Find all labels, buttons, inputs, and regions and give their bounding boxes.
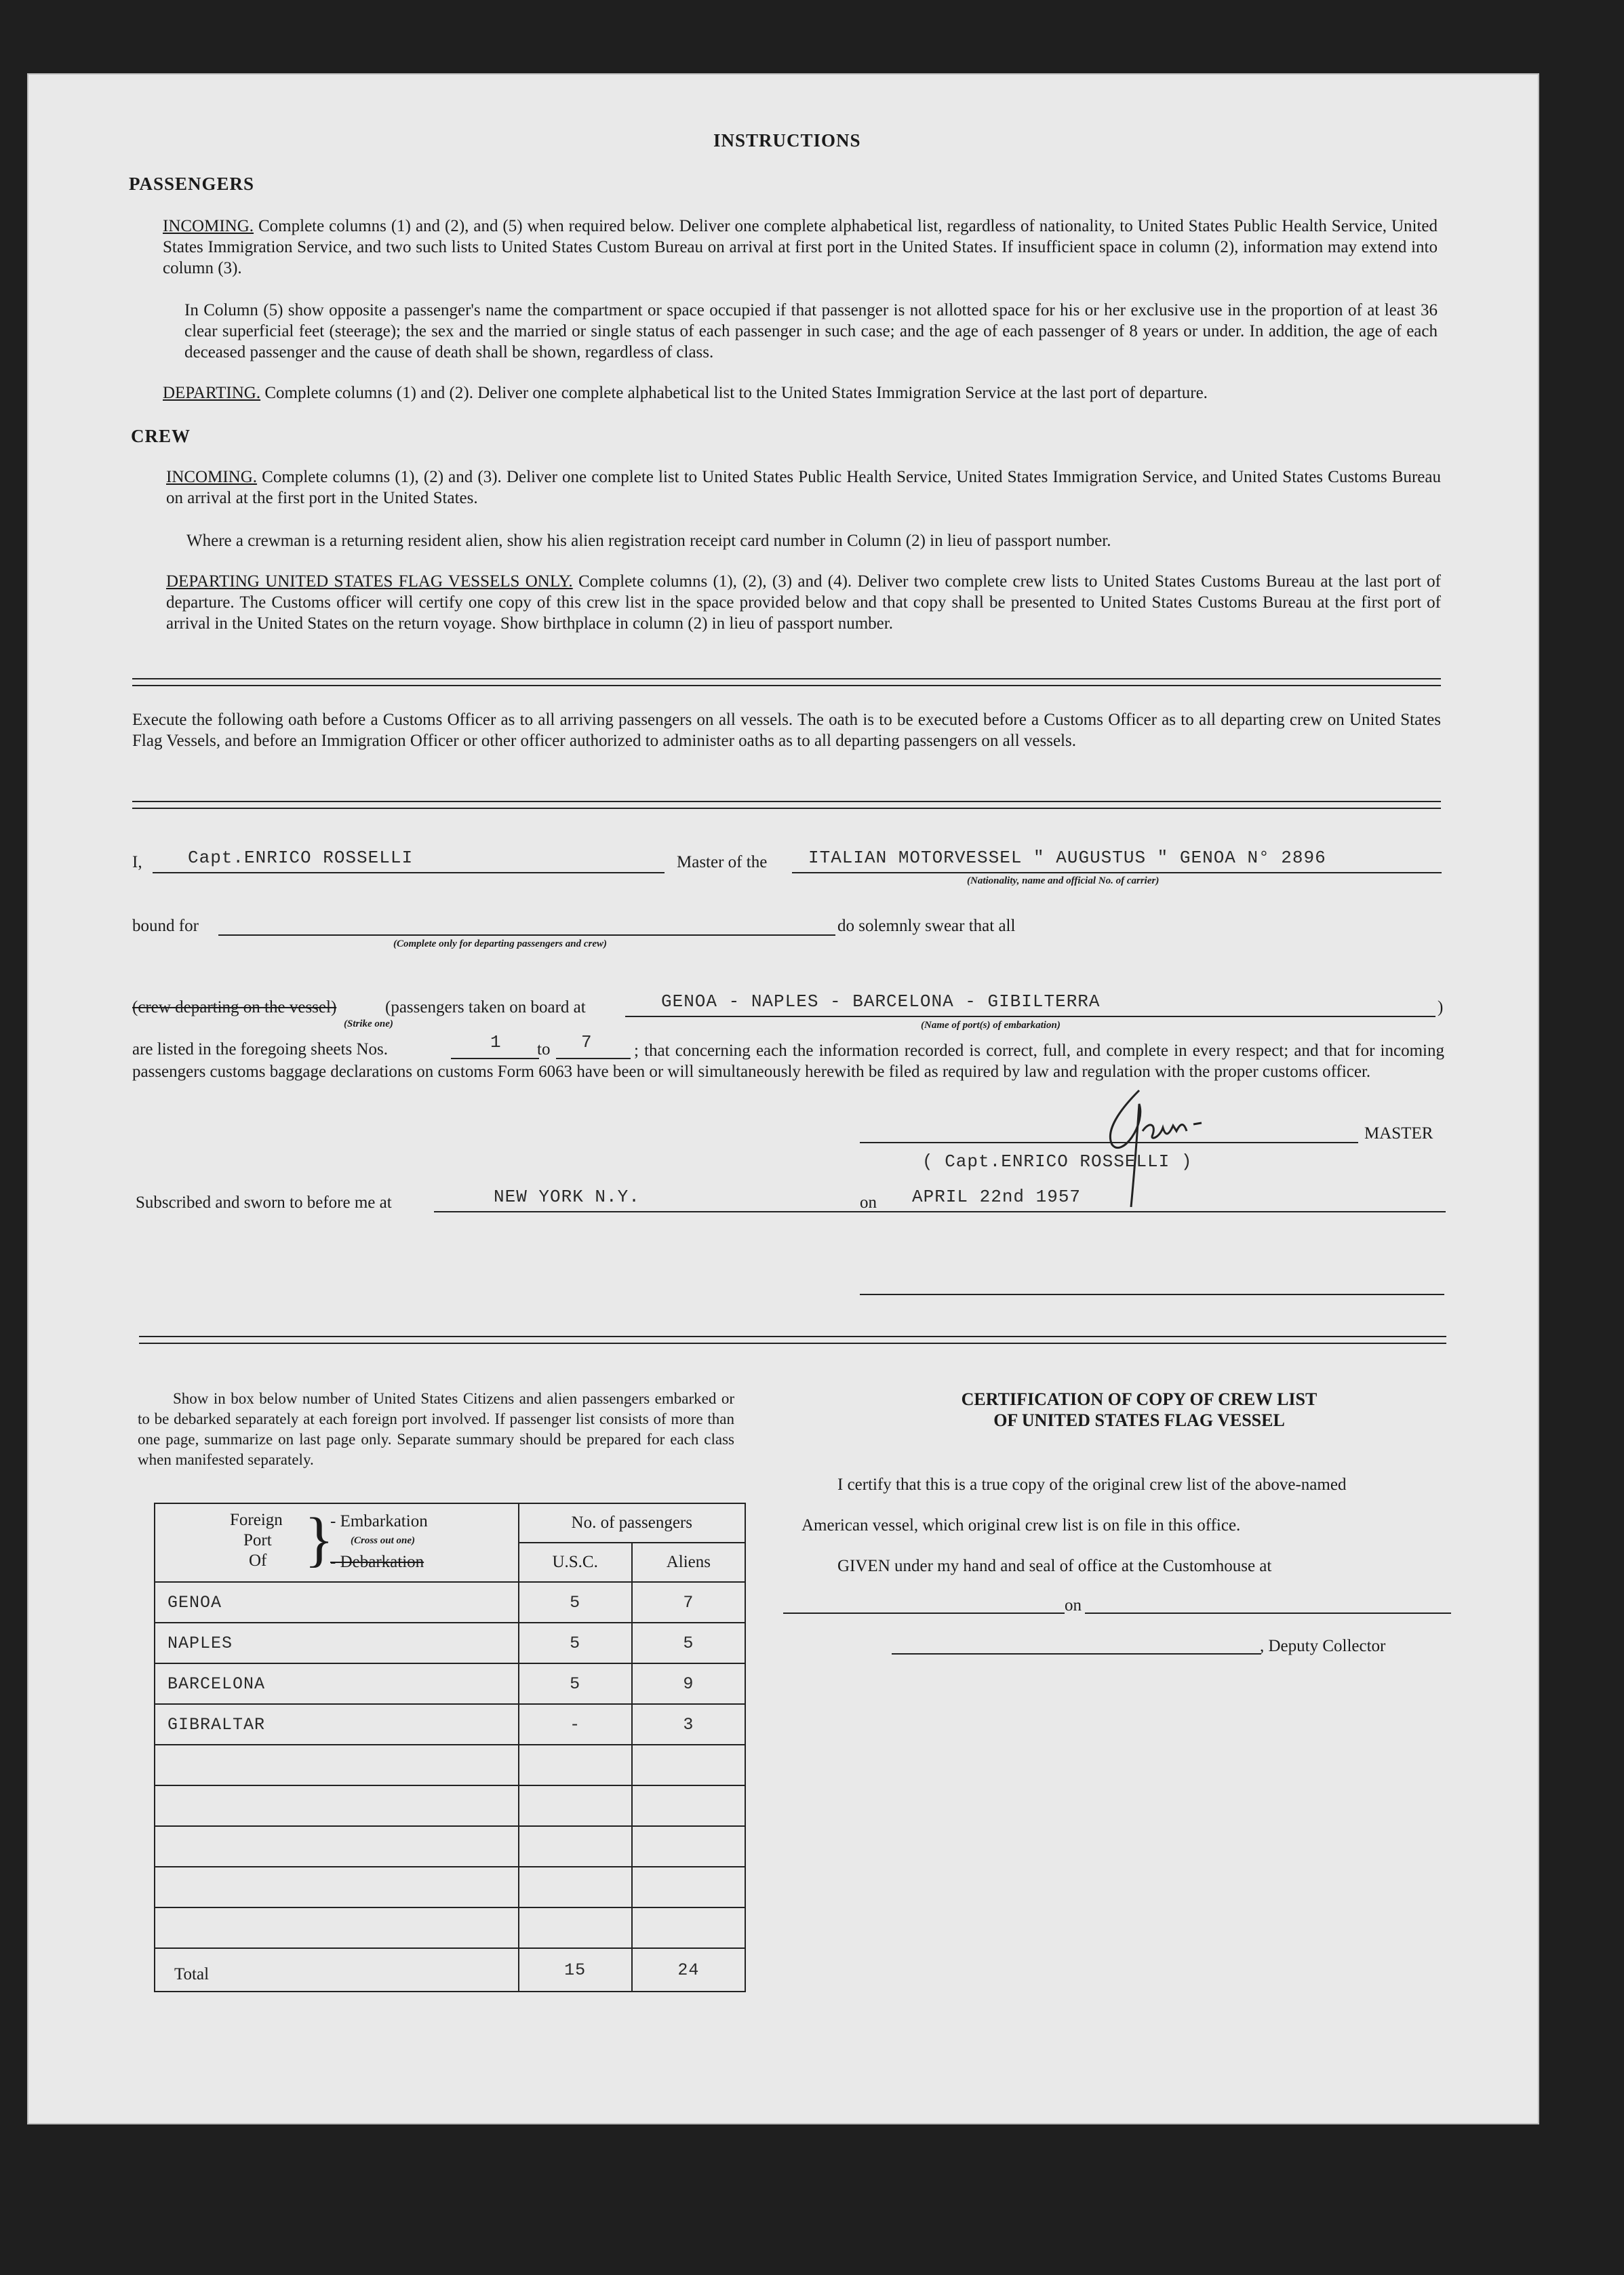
usc-header: U.S.C. (519, 1543, 632, 1582)
crew-incoming-label: INCOMING. (166, 468, 258, 486)
deputy-label: , Deputy Collector (1260, 1637, 1386, 1655)
master-signature (1092, 1084, 1221, 1212)
certification-title-line1: CERTIFICATION OF COPY OF CREW LIST (961, 1389, 1318, 1409)
crew-departing-struck: (crew departing on the vessel) (132, 998, 337, 1016)
port-cell: GIBRALTAR (155, 1704, 519, 1745)
section-divider (132, 678, 1441, 686)
master-name: Capt.ENRICO ROSSELLI (188, 848, 414, 868)
strike-one-caption: (Strike one) (344, 1018, 393, 1029)
passengers-taken-label: (passengers taken on board at (385, 998, 586, 1016)
usc-cell: 5 (519, 1663, 632, 1704)
crew-departing-label: DEPARTING UNITED STATES FLAG VESSELS ONLY. (166, 572, 573, 591)
crew-incoming-text: Complete columns (1), (2) and (3). Deliver one complete list to United States Public Health Service, United States Immigration Service, and United States Customs Bureau on arrival at the first port in the United States. (166, 468, 1441, 507)
port-header-cell (155, 1503, 519, 1582)
header-embarkation: - Embarkation (330, 1512, 428, 1530)
certification-title-line2: OF UNITED STATES FLAG VESSEL (993, 1410, 1285, 1430)
passengers-departing (163, 382, 1438, 403)
vessel-line (792, 872, 1442, 873)
port-cell (155, 1826, 519, 1867)
total-usc: 15 (519, 1948, 632, 1992)
sworn-on-label: on (860, 1193, 877, 1212)
table-row (155, 1704, 745, 1745)
table-row (155, 1582, 745, 1623)
no-passengers-header: No. of passengers (519, 1503, 745, 1543)
header-debarkation: - Debarkation (330, 1553, 424, 1571)
certification-title (814, 1389, 1465, 1431)
section-divider (139, 1336, 1446, 1344)
to-label: to (537, 1040, 551, 1059)
sworn-date-line (883, 1211, 1446, 1212)
bound-for-label: bound for (132, 917, 199, 935)
total-label: Total (155, 1948, 519, 1992)
aliens-cell: 5 (632, 1623, 745, 1663)
passengers-heading: PASSENGERS (129, 174, 255, 194)
bound-for-line (218, 934, 835, 936)
table-row (155, 1663, 745, 1704)
crew-resident-text: Where a crewman is a returning resident alien, show his alien registration receipt card number in Column (2) in lieu of passport number. (186, 532, 1111, 550)
table-row (155, 1826, 745, 1867)
aliens-cell (632, 1785, 745, 1826)
table-header-row (155, 1503, 745, 1543)
concerning-text: ; that concerning each the information recorded is correct, full, and complete in every respect; and that for incoming passengers customs baggage declarations on customs Form 6063 have been or will simultaneously herewith be filed as required by law and regulation with the proper customs officer. (132, 1042, 1444, 1081)
bound-for-caption: (Complete only for departing passengers and crew) (393, 938, 607, 949)
oath-i-label: I, (132, 853, 142, 871)
aliens-cell (632, 1867, 745, 1907)
listed-label: are listed in the foregoing sheets Nos. (132, 1040, 388, 1059)
customhouse-line (783, 1613, 1065, 1614)
embarkation-ports: GENOA - NAPLES - BARCELONA - GIBILTERRA (661, 991, 1101, 1012)
brace-icon: } (304, 1506, 334, 1573)
instructions-title: INSTRUCTIONS (713, 130, 861, 151)
ports-caption: (Name of port(s) of embarkation) (921, 1020, 1061, 1031)
passengers-incoming-label: INCOMING. (163, 217, 254, 235)
passenger-summary-table (154, 1503, 746, 1992)
sheet-from: 1 (490, 1032, 502, 1052)
subscribed-label: Subscribed and sworn to before me at (136, 1193, 392, 1212)
ports-line (625, 1016, 1435, 1017)
certification-date-line (1085, 1613, 1451, 1614)
port-cell: GENOA (155, 1582, 519, 1623)
passengers-departing-label: DEPARTING. (163, 384, 261, 402)
port-cell (155, 1745, 519, 1785)
close-paren: ) (1438, 998, 1444, 1016)
swear-text: do solemnly swear that all (837, 917, 1016, 935)
table-row (155, 1785, 745, 1826)
certification-line3: GIVEN under my hand and seal of office at the Customhouse at (837, 1557, 1272, 1575)
passengers-incoming-text: Complete columns (1) and (2), and (5) when required below. Deliver one complete alphabetical list, regardless of nationality, to United States Public Health Service, United States Immigration Service, and two such lists to United States Custom Bureau on arrival at first port in the United States. If insufficient space in column (2), information may extend into column (3). (163, 217, 1438, 277)
deputy-signature-line (892, 1653, 1261, 1655)
section-divider (132, 801, 1441, 809)
usc-cell (519, 1785, 632, 1826)
crew-heading: CREW (131, 426, 191, 446)
sworn-place-line (434, 1211, 887, 1212)
sworn-date: APRIL 22nd 1957 (912, 1187, 1082, 1207)
port-cell (155, 1867, 519, 1907)
officer-signature-line (860, 1294, 1444, 1295)
usc-cell (519, 1826, 632, 1867)
vessel-caption: (Nationality, name and official No. of carrier) (967, 875, 1160, 886)
usc-cell: 5 (519, 1582, 632, 1623)
aliens-cell: 7 (632, 1582, 745, 1623)
usc-cell: 5 (519, 1623, 632, 1663)
usc-cell (519, 1907, 632, 1948)
header-port: Port (243, 1531, 272, 1549)
passengers-column5-text: In Column (5) show opposite a passenger's name the compartment or space occupied if that passenger is not allotted space for his or her exclusive use in the proportion of at least 36 clear superficial feet (steerage); the sex and the married or single status of each passenger in such case; and the age of each passenger of 8 years or under. In addition, the age of each deceased passenger and the cause of death shall be shown, regardless of class. (184, 301, 1438, 361)
header-of: Of (249, 1551, 267, 1570)
port-cell: BARCELONA (155, 1663, 519, 1704)
crew-incoming (166, 467, 1441, 509)
usc-cell: - (519, 1704, 632, 1745)
passengers-departing-text: Complete columns (1) and (2). Deliver one complete alphabetical list to the United States Immigration Service at the last port of departure. (264, 384, 1208, 402)
aliens-cell: 3 (632, 1704, 745, 1745)
header-cross-out: (Cross out one) (351, 1535, 416, 1546)
header-foreign: Foreign (230, 1511, 283, 1529)
master-signed-name: ( Capt.ENRICO ROSSELLI ) (922, 1151, 1193, 1172)
vessel-name: ITALIAN MOTORVESSEL " AUGUSTUS " GENOA N° 2896 (808, 848, 1326, 868)
master-of-label: Master of the (677, 853, 768, 871)
crew-departing-text: Complete columns (1), (2), (3) and (4). Deliver two complete crew lists to United States Customs Bureau at the last port of departure. The Customs officer will certify one copy of this crew list in the space provided below and that copy shall be presented to United States Customs Bureau at the first port of arrival in the United States on the return voyage. Show birthplace in column (2) in lieu of passport number. (166, 572, 1441, 633)
aliens-cell: 9 (632, 1663, 745, 1704)
port-cell (155, 1785, 519, 1826)
port-cell (155, 1907, 519, 1948)
table-row (155, 1907, 745, 1948)
master-name-line (153, 872, 665, 873)
summary-instructions: Show in box below number of United States Citizens and alien passengers embarked or to be debarked separately at each foreign port involved. If passenger list consists of more than one page, summarize on last page only. Separate summary should be prepared for each class when manifested separately. (138, 1390, 734, 1468)
table-row (155, 1623, 745, 1663)
oath-intro: Execute the following oath before a Customs Officer as to all arriving passengers on all vessels. The oath is to be executed before a Customs Officer as to all departing crew on United States Flag Vessels, and before an Immigration Officer or other officer authorized to administer oaths as to all departing passengers on all vessels. (132, 711, 1441, 750)
table-row (155, 1867, 745, 1907)
port-cell: NAPLES (155, 1623, 519, 1663)
aliens-header: Aliens (632, 1543, 745, 1582)
certification-line2: American vessel, which original crew list is on file in this office. (801, 1516, 1241, 1535)
passengers-incoming (163, 216, 1438, 279)
usc-cell (519, 1867, 632, 1907)
crew-departing (166, 571, 1441, 634)
certification-on-label: on (1065, 1596, 1082, 1615)
aliens-cell (632, 1745, 745, 1785)
aliens-cell (632, 1826, 745, 1867)
aliens-cell (632, 1907, 745, 1948)
sheet-to: 7 (581, 1032, 593, 1052)
usc-cell (519, 1745, 632, 1785)
table-row (155, 1745, 745, 1785)
total-aliens: 24 (632, 1948, 745, 1992)
certification-line1: I certify that this is a true copy of the original crew list of the above-named (837, 1476, 1347, 1494)
total-row (155, 1948, 745, 1992)
master-label: MASTER (1364, 1124, 1433, 1143)
document-page (27, 73, 1539, 2124)
sworn-place: NEW YORK N.Y. (494, 1187, 640, 1207)
